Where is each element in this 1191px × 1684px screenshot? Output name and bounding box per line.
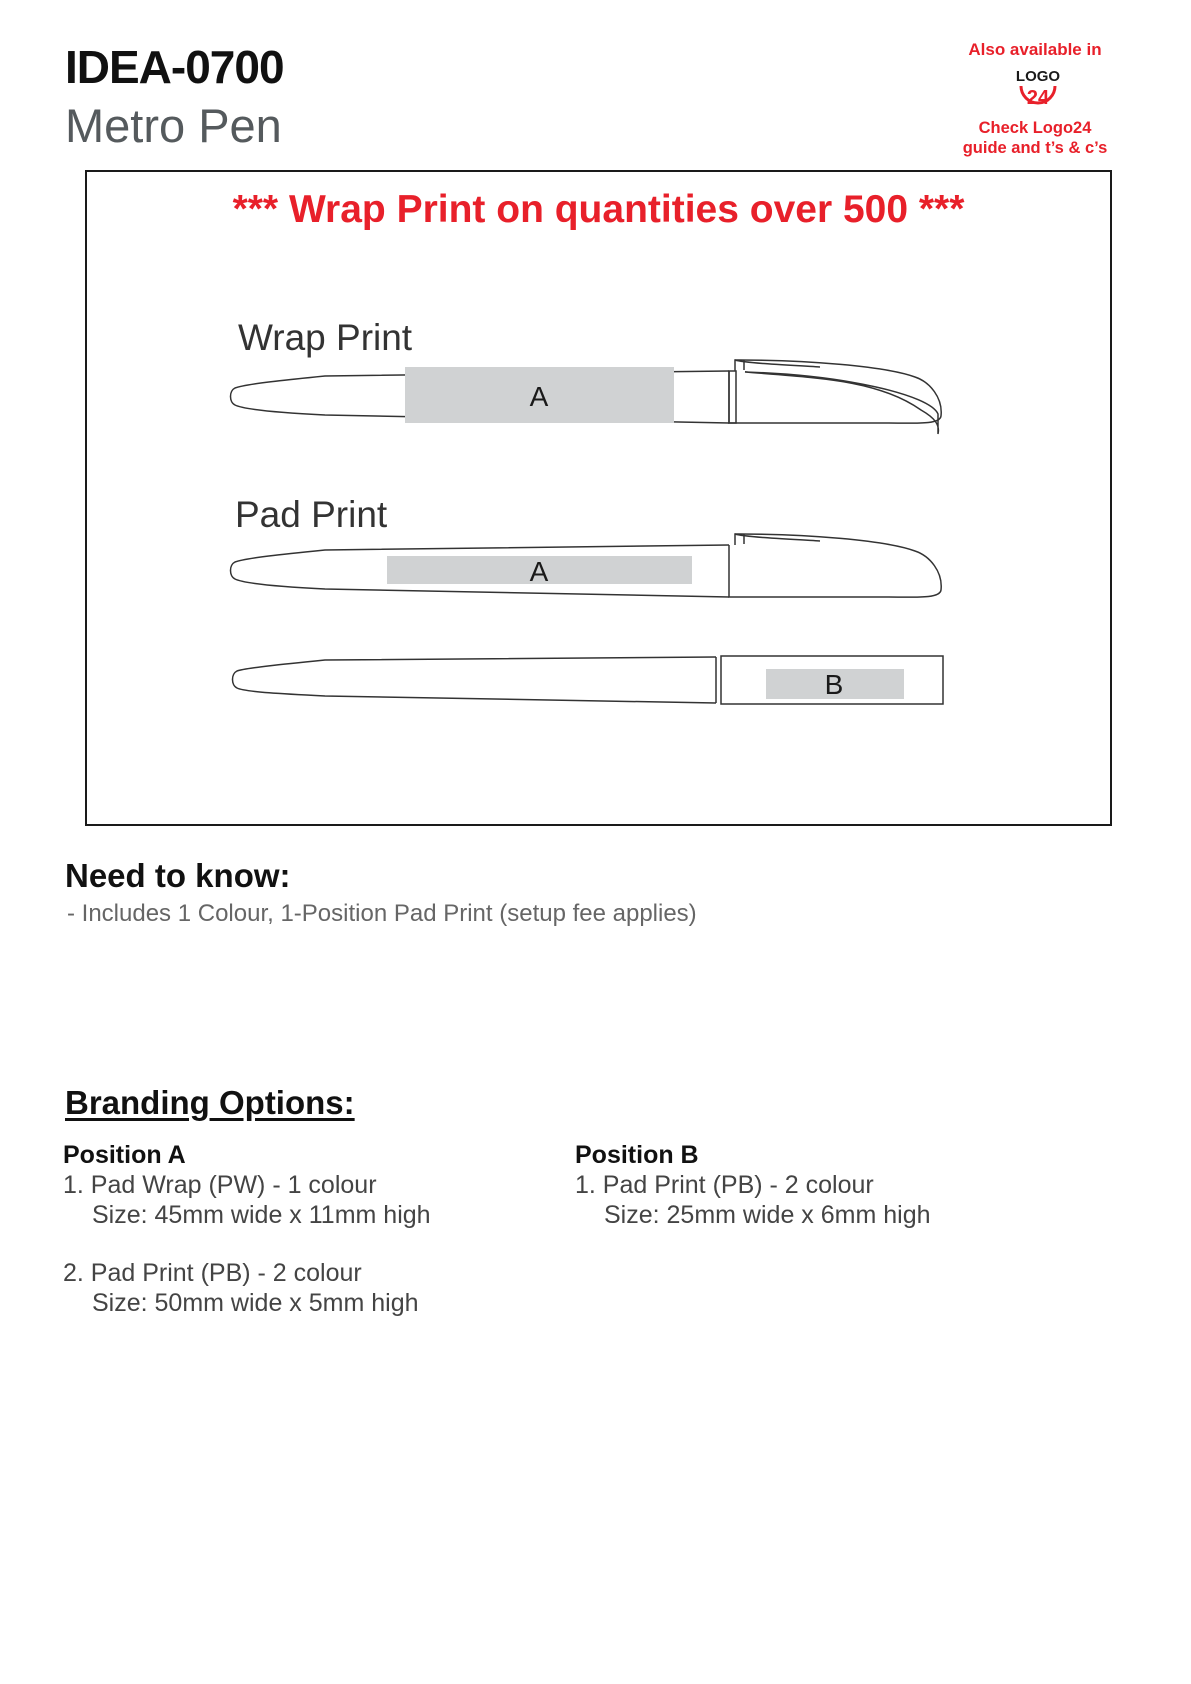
availability-note — [940, 118, 1130, 158]
need-to-know-heading: Need to know: — [65, 857, 291, 894]
wrap-print-title: Wrap Print — [238, 317, 413, 358]
pad-print-title: Pad Print — [235, 494, 388, 535]
position-a-option-1 — [63, 1170, 431, 1230]
product-code: IDEA-0700 — [65, 41, 284, 93]
availability-note-line2: guide and t’s & c’s — [962, 139, 1108, 157]
logo24-number: 24 — [1026, 87, 1050, 109]
option-size: Size: 25mm wide x 6mm high — [604, 1201, 931, 1229]
print-area-a-wrap-label: A — [529, 381, 549, 412]
logo24-word: LOGO — [1015, 68, 1061, 85]
availability-text: Also available in — [968, 40, 1102, 59]
logo24-badge — [1003, 66, 1073, 114]
position-a-column — [63, 1140, 431, 1318]
position-a-option-2 — [63, 1258, 431, 1318]
availability-note-line1: Check Logo24 — [978, 119, 1092, 137]
branding-options-heading: Branding Options: — [65, 1084, 355, 1121]
position-b-title: Position B — [575, 1141, 699, 1169]
option-name: 2. Pad Print (PB) - 2 colour — [63, 1259, 362, 1287]
position-b-column — [575, 1140, 931, 1230]
position-a-title: Position A — [63, 1141, 186, 1169]
need-to-know-item: - Includes 1 Colour, 1-Position Pad Print (setup fee applies) — [67, 900, 697, 927]
print-area-a-pad-label: A — [529, 556, 549, 587]
option-name: 1. Pad Wrap (PW) - 1 colour — [63, 1171, 377, 1199]
option-name: 1. Pad Print (PB) - 2 colour — [575, 1171, 874, 1199]
print-area-b-label: B — [824, 669, 844, 700]
wrap-print-notice: *** Wrap Print on quantities over 500 *** — [232, 188, 965, 231]
pen-diagram — [85, 170, 1112, 826]
option-size: Size: 45mm wide x 11mm high — [92, 1201, 431, 1229]
position-b-option-1 — [575, 1170, 931, 1230]
product-name: Metro Pen — [65, 99, 282, 152]
option-size: Size: 50mm wide x 5mm high — [92, 1289, 419, 1317]
